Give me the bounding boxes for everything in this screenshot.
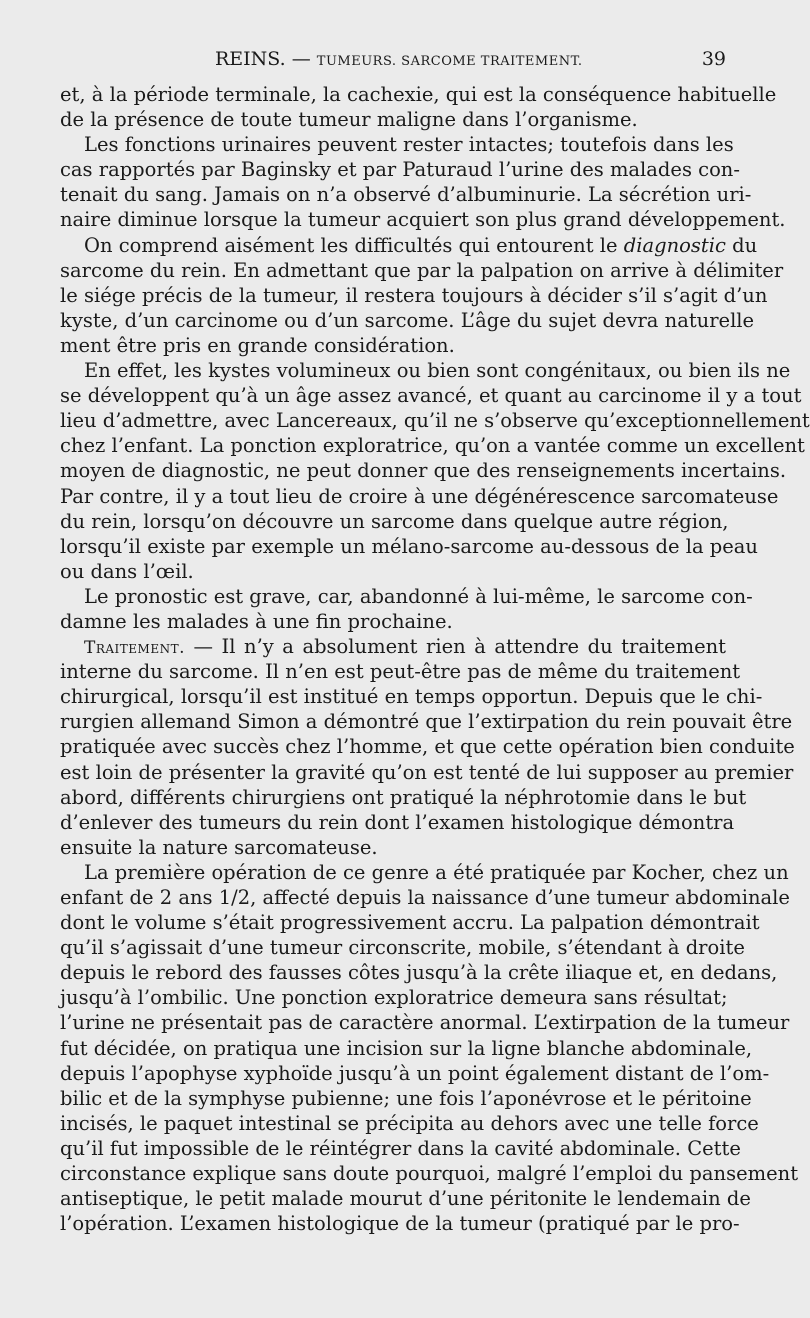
text-line: jusqu’à l’ombilic. Une ponction exploratrice demeura sans résultat; [60, 986, 728, 1010]
text-line [60, 634, 726, 659]
text-line: ensuite la nature sarcomateuse. [60, 835, 378, 859]
text-line: chirurgical, lorsqu’il est institué en temps opportun. Depuis que le chi- [60, 685, 763, 709]
text-line: enfant de 2 ans 1/2, affecté depuis la naissance d’une tumeur abdominale [60, 886, 790, 909]
body-text [60, 82, 810, 1236]
text-segment: — Il n’y a absolument rien à attendre du traitement [193, 635, 727, 659]
text-line: dont le volume s’était progressivement accru. La palpation démontrait [60, 911, 760, 935]
running-head-title [215, 48, 583, 70]
text-line: qu’il s’agissait d’une tumeur circonscrite, mobile, s’étendant à droite [60, 936, 745, 960]
text-line: et, à la période terminale, la cachexie, qui est la conséquence habituelle [60, 83, 777, 106]
text-line: cas rapportés par Baginsky et par Paturaud l’urine des malades con- [60, 158, 740, 182]
text-line: pratiquée avec succès chez l’homme, et que cette opération bien conduite [60, 735, 795, 759]
text-line: fut décidée, on pratiqua une incision sur la ligne blanche abdominale, [60, 1036, 753, 1060]
running-head-subtitle: TUMEURS. SARCOME TRAITEMENT. [316, 54, 583, 69]
text-line: moyen de diagnostic, ne peut donner que des renseignements incertains. [60, 459, 787, 483]
text-line: circonstance explique sans doute pourquoi, malgré l’emploi du pansement [60, 1162, 799, 1186]
running-head [60, 44, 726, 74]
text-line: damne les malades à une fin prochaine. [60, 609, 453, 633]
text-line: Le pronostic est grave, car, abandonné à lui-même, le sarcome con- [84, 584, 753, 608]
text-line: ou dans l’œil. [60, 559, 194, 583]
text-line: l’urine ne présentait pas de caractère anormal. L’extirpation de la tumeur [60, 1011, 790, 1035]
text-line: ment être pris en grande considération. [60, 333, 455, 357]
text-line: Par contre, il y a tout lieu de croire à une dégénérescence sarcomateuse [60, 484, 779, 508]
text-segment: On comprend aisément les difficultés qui entourent le [84, 233, 618, 257]
text-line: qu’il fut impossible de le réintégrer dans la cavité abdominale. Cette [60, 1136, 741, 1160]
text-line: du rein, lorsqu’on découvre un sarcome dans quelque autre région, [60, 509, 729, 533]
text-line: chez l’enfant. La ponction exploratrice, qu’on a vantée comme un excellent [60, 434, 805, 458]
text-line [60, 233, 758, 258]
page-number: 39 [701, 48, 726, 70]
italic-term: diagnostic [623, 233, 726, 257]
text-line: sarcome du rein. En admettant que par la palpation on arrive à délimiter [60, 258, 784, 282]
text-line: se développent qu’à un âge assez avancé, et quant au carcinome il y a tout [60, 384, 802, 408]
text-segment: du [732, 233, 758, 257]
running-head-section: REINS. — [215, 48, 311, 70]
text-line: antiseptique, le petit malade mourut d’une péritonite le lendemain de [60, 1187, 751, 1211]
text-line: lieu d’admettre, avec Lancereaux, qu’il ne s’observe qu’exceptionnellement [60, 409, 810, 433]
text-line: kyste, d’un carcinome ou d’un sarcome. L’âge du sujet devra naturelle [60, 308, 755, 332]
text-line: depuis le rebord des fausses côtes jusqu’à la crête iliaque et, en dedans, [60, 961, 778, 985]
text-line: de la présence de toute tumeur maligne dans l’organisme. [60, 108, 638, 132]
text-line: naire diminue lorsque la tumeur acquiert son plus grand développement. [60, 208, 786, 232]
text-line: incisés, le paquet intestinal se précipita au dehors avec une telle force [60, 1111, 759, 1135]
text-line: tenait du sang. Jamais on n’a observé d’albuminurie. La sécrétion uri- [60, 183, 752, 207]
text-line: En effet, les kystes volumineux ou bien sont congénitaux, ou bien ils ne [84, 359, 791, 383]
text-line: depuis l’apophyse xyphoïde jusqu’à un point également distant de l’om- [60, 1061, 770, 1085]
text-line: La première opération de ce genre a été pratiquée par Kocher, chez un [84, 860, 789, 884]
text-line: abord, différents chirurgiens ont pratiqué la néphrotomie dans le but [60, 785, 747, 809]
text-line: le siége précis de la tumeur, il restera toujours à décider s’il s’agit d’un [60, 283, 768, 307]
text-line: interne du sarcome. Il n’en est peut-être pas de même du traitement [60, 660, 741, 684]
text-line: l’opération. L’examen histologique de la tumeur (pratiqué par le pro- [60, 1212, 740, 1236]
text-line: d’enlever des tumeurs du rein dont l’examen histologique démontra [60, 810, 735, 834]
text-line: lorsqu’il existe par exemple un mélano-sarcome au-dessous de la peau [60, 534, 758, 558]
text-line: bilic et de la symphyse pubienne; une fois l’aponévrose et le péritoine [60, 1086, 752, 1110]
section-heading-traitement: Traitement. [84, 638, 185, 659]
text-line: est loin de présenter la gravité qu’on est tenté de lui supposer au premier [60, 760, 794, 784]
text-line: rurgien allemand Simon a démontré que l’extirpation du rein pouvait être [60, 710, 793, 734]
text-line: Les fonctions urinaires peuvent rester intactes; toutefois dans les [84, 133, 734, 157]
